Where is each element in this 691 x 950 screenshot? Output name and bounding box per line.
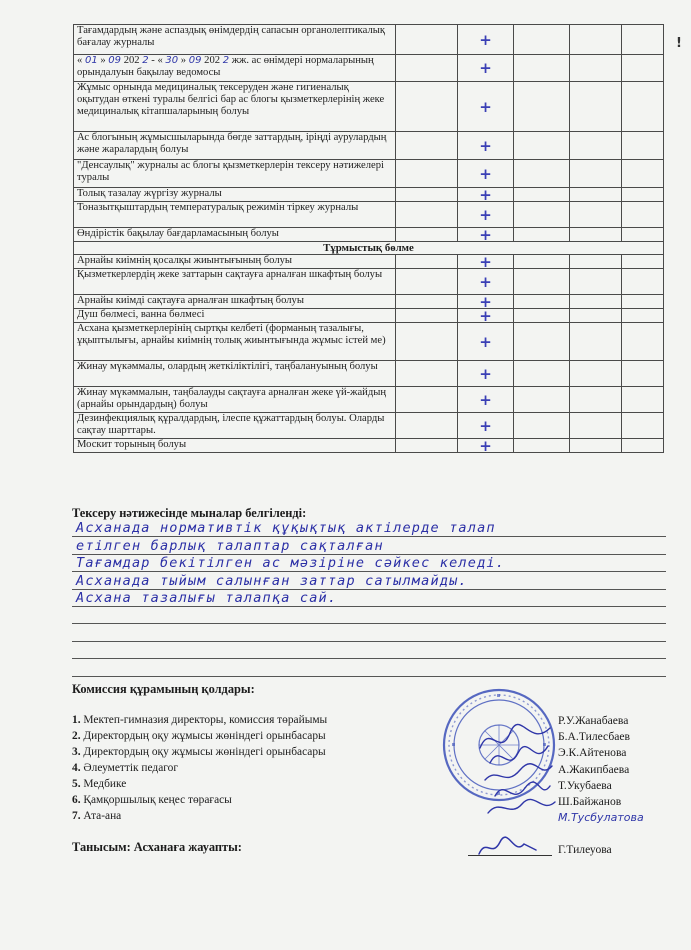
empty-cell xyxy=(396,188,458,202)
member-role: 2. Директордың оқу жұмысы жөніндегі орынбасары xyxy=(72,730,326,742)
empty-cell xyxy=(396,269,458,295)
member-name: Р.У.Жанабаева xyxy=(558,714,629,727)
empty-cell xyxy=(514,25,570,55)
handwritten-text: Асханада тыйым салынған заттар сатылмайды. xyxy=(76,572,468,589)
commission-heading: Комиссия құрамының қолдары: xyxy=(72,682,255,696)
empty-cell xyxy=(514,387,570,413)
empty-cell xyxy=(570,269,622,295)
checklist-item-text: Тағамдардың және аспаздық өнімдердің сапасын органолептикалық бағалау журналы xyxy=(74,25,396,55)
empty-cell xyxy=(622,323,664,361)
handwritten-check-mark: + xyxy=(458,413,514,439)
empty-cell xyxy=(622,387,664,413)
empty-cell xyxy=(514,255,570,269)
empty-cell xyxy=(622,439,664,453)
empty-cell xyxy=(396,309,458,323)
date-template-part: « xyxy=(77,55,83,66)
empty-cell xyxy=(570,295,622,309)
member-name: Б.А.Тилесбаев xyxy=(558,730,630,744)
handwritten-check-mark: + xyxy=(458,309,514,323)
empty-cell xyxy=(622,413,664,439)
empty-cell xyxy=(570,55,622,82)
results-line xyxy=(72,520,666,537)
empty-cell xyxy=(514,269,570,295)
empty-cell xyxy=(570,160,622,188)
checklist-item-text: Жинау мүкәммалын, таңбалауды сақтауға арналған жеке үй-жайдың (арнайы орындардың) болуы xyxy=(74,387,396,413)
handwritten-check-mark: + xyxy=(458,295,514,309)
empty-cell xyxy=(396,82,458,132)
signature-scribbles xyxy=(470,718,560,818)
empty-cell xyxy=(622,188,664,202)
empty-cell xyxy=(396,132,458,160)
empty-cell xyxy=(570,323,622,361)
member-role: 6. Қамқоршылық кеңес төрағасы xyxy=(72,794,232,806)
checklist-item-text: Дезинфекциялық құралдардың, ілеспе құжаттардың болуы. Оларды сақтау шарттары. xyxy=(74,413,396,439)
empty-cell xyxy=(514,82,570,132)
empty-cell xyxy=(514,55,570,82)
empty-cell xyxy=(514,295,570,309)
handwritten-text: етілген барлық талаптар сақталған xyxy=(76,537,384,554)
results-line xyxy=(72,537,666,554)
member-name: А.Жакипбаева xyxy=(558,762,630,776)
empty-cell xyxy=(570,82,622,132)
date-template-part: 202 xyxy=(123,55,140,66)
results-line xyxy=(72,572,666,589)
member-role: 5. Медбике xyxy=(72,778,127,790)
acknowledgement-label: Танысым: Асханаға жауапты: xyxy=(72,840,242,854)
checklist-row xyxy=(74,202,664,228)
section-title: Тұрмыстық бөлме xyxy=(74,242,664,255)
date-template-part: » xyxy=(180,55,187,66)
member-role: 3. Директордың оқу жұмысы жөніндегі орынбасары xyxy=(72,746,326,758)
empty-cell xyxy=(396,228,458,242)
empty-cell xyxy=(396,361,458,387)
empty-cell xyxy=(570,132,622,160)
checklist-item-text: Асхана қызметкерлерінің сыртқы келбеті (форманың тазалығы, ұқыптылығы, арнайы киімнің толық жиынтығында жұмыс істей ме) xyxy=(74,323,396,361)
handwritten-member-name: М.Тусбулатова xyxy=(558,811,644,824)
checklist-item-text: Ас блогының жұмысшыларында бөгде заттардың, іріңді аурулардың және жаралардың болуы xyxy=(74,132,396,160)
handwritten-check-mark: + xyxy=(458,387,514,413)
empty-cell xyxy=(622,295,664,309)
checklist-row xyxy=(74,413,664,439)
signature-line xyxy=(468,855,552,856)
checklist-item-text: Душ бөлмесі, ванна бөлмесі xyxy=(74,309,396,323)
checklist-row xyxy=(74,82,664,132)
handwritten-check-mark: + xyxy=(458,361,514,387)
handwritten-check-mark: + xyxy=(458,269,514,295)
empty-cell xyxy=(514,188,570,202)
member-role: 4. Әлеуметтік педагог xyxy=(72,762,179,774)
empty-cell xyxy=(514,439,570,453)
responsible-signature xyxy=(474,836,544,860)
empty-cell xyxy=(570,439,622,453)
member-role: 1. Мектеп-гимназия директоры, комиссия төрайымы xyxy=(72,714,328,726)
checklist-row xyxy=(74,255,664,269)
empty-cell xyxy=(396,323,458,361)
empty-cell xyxy=(622,132,664,160)
handwritten-check-mark: + xyxy=(458,439,514,453)
handwritten-check-mark: + xyxy=(458,323,514,361)
handwritten-text: Асхана тазалығы талапқа сай. xyxy=(76,589,338,606)
checklist-item-text: Москит торының болуы xyxy=(74,439,396,453)
date-template-part: « xyxy=(157,55,163,66)
checklist-item-text: Тоназытқыштардың температуралық режимін тіркеу журналы xyxy=(74,202,396,228)
empty-cell xyxy=(514,413,570,439)
handwritten-date-part: 09 xyxy=(108,55,122,66)
checklist-item-text: "Денсаулық" журналы ас блогы қызметкерлерін тексеру нәтижелері туралы xyxy=(74,160,396,188)
section-row xyxy=(74,242,664,255)
empty-cell xyxy=(570,361,622,387)
empty-cell xyxy=(622,361,664,387)
empty-cell xyxy=(622,160,664,188)
empty-cell xyxy=(622,202,664,228)
results-line xyxy=(72,659,666,676)
handwritten-check-mark: + xyxy=(458,55,514,82)
handwritten-check-mark: + xyxy=(458,255,514,269)
checklist-row xyxy=(74,228,664,242)
date-template-part: » xyxy=(100,55,106,66)
handwritten-date-part: 09 xyxy=(188,55,202,66)
handwritten-check-mark: + xyxy=(458,160,514,188)
empty-cell xyxy=(570,25,622,55)
results-heading: Тексеру нәтижесінде мыналар белгіленді: xyxy=(72,506,307,520)
handwritten-check-mark: + xyxy=(458,228,514,242)
empty-cell xyxy=(570,188,622,202)
checklist-row xyxy=(74,132,664,160)
handwritten-check-mark: + xyxy=(458,82,514,132)
empty-cell xyxy=(396,439,458,453)
checklist-item-text: Жұмыс орнында медициналық тексеруден және гигиеналық оқытудан өткені туралы белгісі бар ас блогы қызметкерлерінің жеке медициналық кітапшаларының болуы xyxy=(74,82,396,132)
responsible-name: Г.Тилеуова xyxy=(558,843,612,856)
handwritten-date-part: 2 xyxy=(142,55,149,66)
checklist-row xyxy=(74,439,664,453)
empty-cell xyxy=(622,309,664,323)
handwritten-date-part: 2 xyxy=(222,55,230,66)
member-name: Ш.Байжанов xyxy=(558,795,622,809)
empty-cell xyxy=(514,132,570,160)
results-line xyxy=(72,624,666,641)
empty-cell xyxy=(570,387,622,413)
handwritten-check-mark: + xyxy=(458,188,514,202)
commission-member-list xyxy=(72,712,327,824)
margin-mark: ! xyxy=(676,36,682,51)
checklist-row xyxy=(74,55,664,82)
empty-cell xyxy=(622,269,664,295)
empty-cell xyxy=(514,323,570,361)
checklist-row xyxy=(74,295,664,309)
checklist-row xyxy=(74,25,664,55)
member-name: Т.Укубаева xyxy=(558,778,612,792)
checklist-row xyxy=(74,323,664,361)
checklist-item-text xyxy=(74,55,396,82)
checklist-row xyxy=(74,309,664,323)
checklist-item-text: Жинау мүкәммалы, олардың жеткіліктілігі, таңбалануының болуы xyxy=(74,361,396,387)
results-line xyxy=(72,607,666,624)
empty-cell xyxy=(396,255,458,269)
empty-cell xyxy=(396,160,458,188)
empty-cell xyxy=(622,82,664,132)
handwritten-check-mark: + xyxy=(458,25,514,55)
empty-cell xyxy=(396,25,458,55)
empty-cell xyxy=(396,202,458,228)
checklist-item-text: Арнайы киімді сақтауға арналған шкафтың болуы xyxy=(74,295,396,309)
checklist-item-text: Толық тазалау жүргізу журналы xyxy=(74,188,396,202)
handwritten-check-mark: + xyxy=(458,132,514,160)
commission-names xyxy=(558,713,630,810)
empty-cell xyxy=(570,228,622,242)
results-line xyxy=(72,555,666,572)
empty-cell xyxy=(570,309,622,323)
handwritten-date-part: 30 xyxy=(165,55,179,66)
member-name: Э.К.Айтенова xyxy=(558,746,627,760)
empty-cell xyxy=(396,413,458,439)
empty-cell xyxy=(622,25,664,55)
checklist-row xyxy=(74,160,664,188)
date-template-part: - xyxy=(151,55,155,66)
date-template-part: 202 xyxy=(204,55,221,66)
checklist-row xyxy=(74,387,664,413)
results-line xyxy=(72,590,666,607)
member-role: 7. Ата-ана xyxy=(72,810,122,822)
empty-cell xyxy=(396,295,458,309)
checklist-item-text: Қызметкерлердің жеке заттарын сақтауға арналған шкафтың болуы xyxy=(74,269,396,295)
handwritten-text: Асханада нормативтік құқықтық актілерде талап xyxy=(76,520,496,537)
handwritten-text: Тағамдар бекітілген ас мәзіріне сәйкес келеді. xyxy=(76,555,506,572)
handwritten-date-part: 01 xyxy=(84,55,98,66)
checklist-item-text: Өндірістік бақылау бағдарламасының болуы xyxy=(74,228,396,242)
handwritten-check-mark: + xyxy=(458,202,514,228)
checklist-table xyxy=(73,24,664,453)
empty-cell xyxy=(514,361,570,387)
results-lines xyxy=(72,520,666,677)
empty-cell xyxy=(622,255,664,269)
empty-cell xyxy=(570,202,622,228)
empty-cell xyxy=(514,228,570,242)
empty-cell xyxy=(622,228,664,242)
empty-cell xyxy=(514,160,570,188)
date-template-part: жж. ас өнімдері нормаларының орындалуын бақылау ведомосы xyxy=(77,55,374,78)
empty-cell xyxy=(514,202,570,228)
empty-cell xyxy=(570,255,622,269)
checklist-row xyxy=(74,188,664,202)
empty-cell xyxy=(514,309,570,323)
results-line xyxy=(72,642,666,659)
empty-cell xyxy=(622,55,664,82)
empty-cell xyxy=(570,413,622,439)
checklist-row xyxy=(74,361,664,387)
empty-cell xyxy=(396,55,458,82)
checklist-row xyxy=(74,269,664,295)
empty-cell xyxy=(396,387,458,413)
checklist-item-text: Арнайы киімнің қосалқы жиынтығының болуы xyxy=(74,255,396,269)
